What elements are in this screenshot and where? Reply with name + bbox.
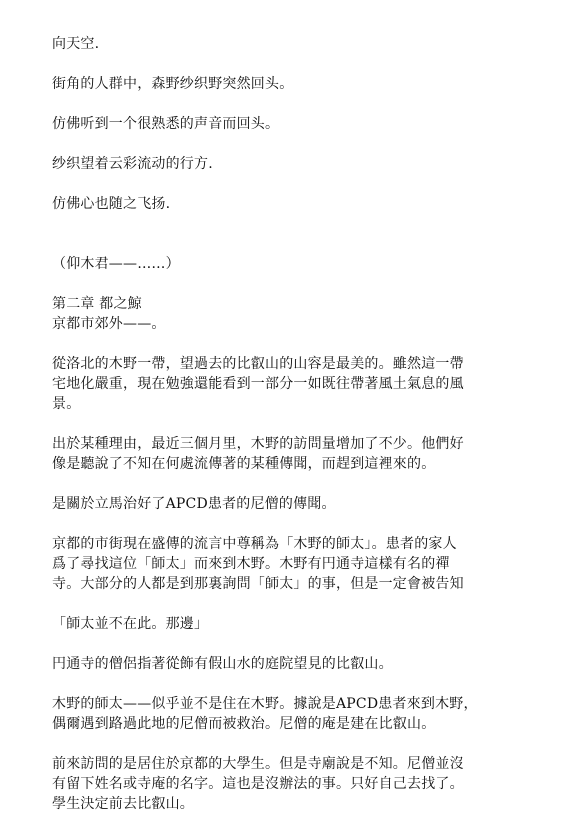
paragraph-student (52, 754, 553, 814)
text-line: （仰木君——……） (52, 256, 180, 272)
paragraph-clouds (52, 154, 553, 174)
paragraph-heart (52, 194, 553, 214)
paragraph-turn-around (52, 74, 553, 94)
text-line: 円通寺的僧侶指著從飾有假山水的庭院望見的比叡山。 (52, 656, 393, 672)
text-line: 是關於立馬治好了APCD患者的尼僧的傳聞。 (52, 496, 336, 512)
text-line: 街角的人群中，森野纱织野突然回头。 (52, 76, 294, 92)
text-line: 有留下姓名或寺庵的名字。這也是沒辦法的事。只好自己去找了。 (52, 776, 464, 792)
text-line: 仿佛听到一个很熟悉的声音而回头。 (52, 116, 280, 132)
paragraph-rumor (52, 494, 553, 514)
text-line: 爲了尋找這位「師太」而來到木野。木野有円通寺這樣有名的禪 (52, 556, 450, 572)
text-line: 寺。大部分的人都是到那裏詢問「師太」的事，但是一定會被告知 (52, 576, 464, 592)
paragraph-hermitage (52, 694, 553, 734)
text-line: 宅地化嚴重，現在勉強還能看到一部分一如既往帶著風土氣息的風 (52, 376, 464, 392)
paragraph-not-here (52, 614, 553, 634)
text-line: 纱织望着云彩流动的行方. (52, 156, 213, 172)
scene-location: 京都市郊外——。 (52, 316, 166, 332)
text-line: 學生決定前去比叡山。 (52, 796, 194, 812)
paragraph-shitai (52, 534, 553, 594)
paragraph-sky (52, 34, 553, 54)
text-line: 仿佛心也随之飞扬. (52, 196, 171, 212)
text-line: 像是聽說了不知在何處流傳著的某種傳聞，而趕到這裡來的。 (52, 456, 436, 472)
text-line: 京都的市街現在盛傳的流言中尊稱為「木野的師太」。患者的家人 (52, 536, 457, 552)
paragraph-aogi (52, 254, 553, 274)
text-line: 景。 (52, 396, 81, 412)
paragraph-hieizan-view (52, 354, 553, 414)
text-line: 向天空. (52, 36, 100, 52)
text-line: 從洛北的木野一帶，望過去的比叡山的山容是最美的。雖然這一帶 (52, 356, 464, 372)
chapter-title: 第二章 都之鯨 (52, 296, 142, 312)
text-line: 「師太並不在此。那邊」 (52, 616, 209, 632)
text-line: 偶爾遇到路過此地的尼僧而被救治。尼僧的庵是建在比叡山。 (52, 716, 436, 732)
chapter-heading (52, 294, 553, 334)
paragraph-monk-points (52, 654, 553, 674)
text-line: 出於某種理由，最近三個月里，木野的訪問量增加了不少。他們好 (52, 436, 464, 452)
paragraph-familiar-voice (52, 114, 553, 134)
paragraph-visitors (52, 434, 553, 474)
text-line: 木野的師太——似乎並不是住在木野。據說是APCD患者來到木野， (52, 696, 478, 712)
text-line: 前來訪問的是居住於京都的大學生。但是寺廟說是不知。尼僧並沒 (52, 756, 464, 772)
